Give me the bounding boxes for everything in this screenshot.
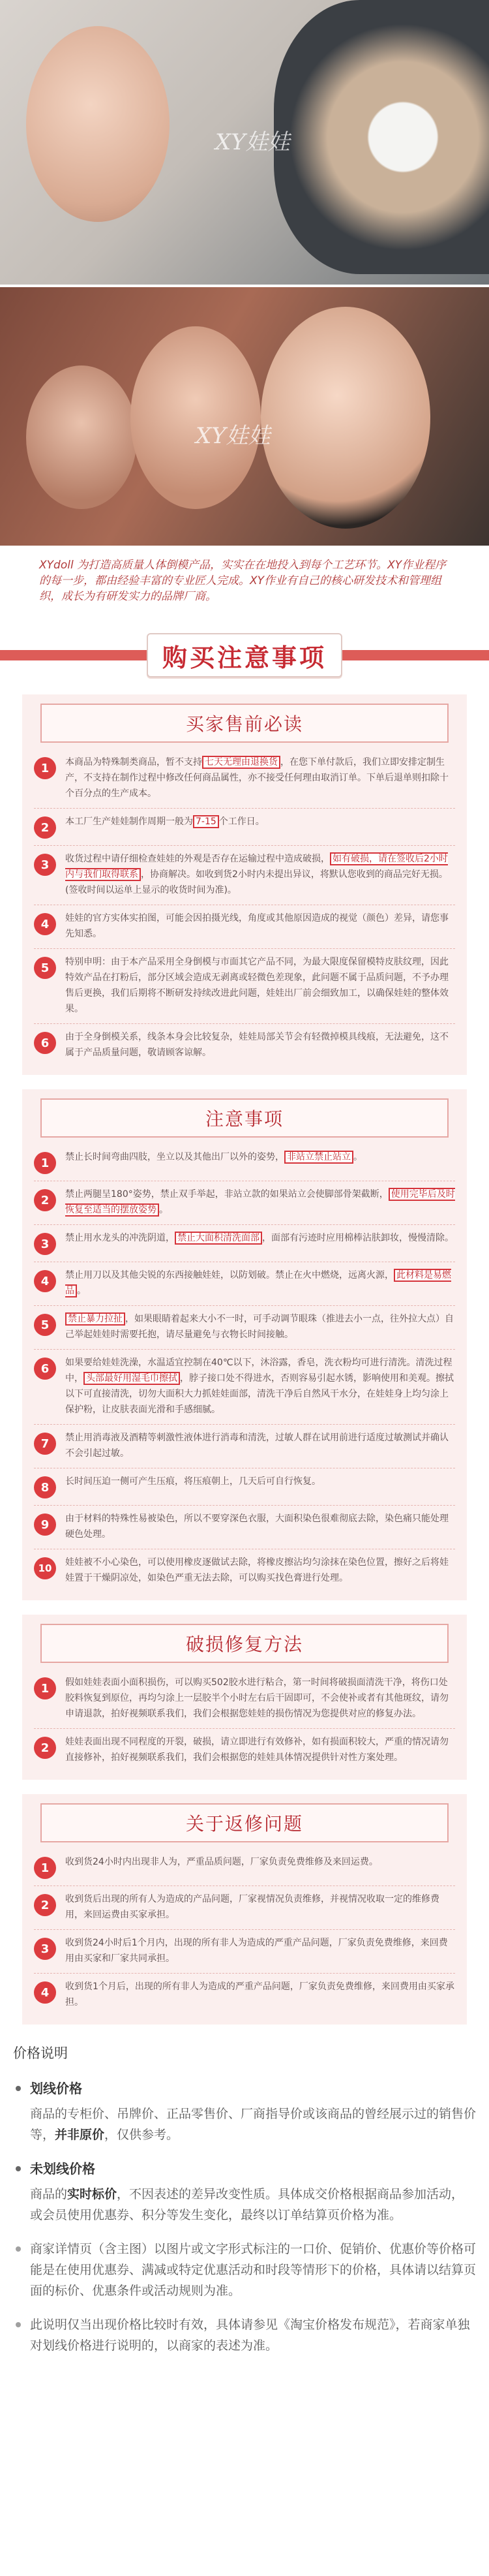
item-number: 2 [34,816,56,839]
item-text: 由于全身倒模关系，线条本身会比较复杂，娃娃局部关节会有轻微掉模具线痕，无法避免，这不属于产品质量问题，敬请顾客谅解。 [65,1032,449,1058]
item-text: 收到货1个月后，出现的所有非人为造成的严重产品问题，厂家负责免费维修，来回费用由买家承担。 [65,1981,454,2008]
item-text: 收到货24小时内出现非人为，严重品质问题，厂家负责免费维修及来回运费。 [65,1857,378,1867]
section-header [40,704,449,743]
highlight: 禁止大面积清洗面部 [175,1232,262,1245]
notice-item [34,1262,455,1306]
workshop-photo-heads [0,287,489,548]
price-item-heading: 划线价格 [30,2081,82,2096]
item-text: 收到货后出现的所有人为造成的产品问题，厂家视情况负责维修，并视情况收取一定的维修费用，来回运费由买家承担。 [65,1894,439,1920]
item-number: 8 [34,1476,56,1498]
item-text: 由于材料的特殊性易被染色，所以不要穿深色衣服，大面积染色很难彻底去除，染色痛只能处理硬色处理。 [65,1513,449,1540]
highlight: 使用完毕后及时恢复至适当的摆放姿势 [65,1189,455,1215]
banner-title: 购买注意事项 [162,643,327,672]
section-header [40,1624,449,1663]
notice-item [34,1669,455,1729]
price-item [13,2239,476,2301]
notice-item [34,1306,455,1350]
doll-head-image [26,26,170,222]
item-number: 4 [34,1270,56,1292]
notice-item [34,749,455,809]
notice-item [34,1506,455,1549]
item-number: 1 [34,1857,56,1879]
price-item-heading: 未划线价格 [30,2161,95,2177]
doll-head-image [261,307,430,529]
item-number: 1 [34,1152,56,1174]
notice-banner [0,616,489,694]
watermark: XY娃娃 [196,423,271,449]
item-number: 1 [34,1677,56,1699]
item-text: 假如娃娃表面小面积损伤，可以购买502胶水进行粘合，第一时间将破损面清洗干净，将伤口处胶料恢复到原位，再均匀涂上一层胶半个小时左右后干固即可，不会使补或者有其他斑纹，请勿申请退款，拍好视频联系我们，我们会根据您娃娃的损伤情况为您提供对应的修复办法。 [65,1677,449,1719]
highlight: 此材料是易燃品 [65,1270,451,1296]
highlight: 禁止暴力拉扯 [65,1312,125,1326]
notice-item [34,1144,455,1181]
section-return-repair [22,1794,467,2025]
item-text: 收货过程中请仔细检查娃娃的外观是否存在运输过程中造成破损， 如有破损，请在签收后2小时内与我们取得联系 ，协商解决。如收到货2小时内未提出异议，将默认您收到的商品完好无损。(签收时间以运单上显示的收货时间为准)。 [65,854,448,895]
notice-item [34,1549,455,1592]
item-number: 9 [34,1513,56,1536]
item-number: 2 [34,1737,56,1759]
item-number: 5 [34,957,56,979]
price-title: 价格说明 [13,2045,68,2061]
item-number: 5 [34,1314,56,1336]
item-number: 3 [34,1938,56,1960]
section-precautions [22,1089,467,1600]
highlight: 七天无理由退换货 [202,756,280,769]
notice-item [34,1930,455,1974]
notice-item [34,1024,455,1067]
item-text: 禁止用消毒液及酒精等刺激性液体进行消毒和清洗，过敏人群在试用前进行适度过敏测试并确认不会引起过敏。 [65,1433,449,1459]
highlight: 如有破损，请在签收后2小时内与我们取得联系 [65,854,448,880]
bullet-icon [16,2166,21,2171]
item-text: 如果要给娃娃洗澡，水温适宜控制在40℃以下，沐浴露，香皂，洗衣粉均可进行清洗。清洗过程中， 头部最好用湿毛巾擦拭 ，脖子接口处不得进水，否则容易引起水锈，影响使用和美观。擦拭以下可直接清洗，切勿大面积大力抓娃娃面部，清洗干净后自然风干水分，在娃娃身上均匀涂上保护粉，让皮肤表面光滑和手感细腻。 [65,1358,454,1415]
item-number: 1 [34,757,56,779]
item-text: 娃娃的官方实体实拍图，可能会因拍摄光线，角度或其他原因造成的视觉（颜色）差异，请您事先知悉。 [65,913,449,939]
notice-item [34,949,455,1024]
price-item-text: 商品的专柜价、吊牌价、正品零售价、厂商指导价或该商品的曾经展示过的销售价等，并非原价，仅供参考。 [30,2107,477,2142]
banner-plaque [147,633,342,677]
price-item [13,2314,476,2356]
item-text: 收到货24小时后1个月内，出现的所有非人为造成的严重产品问题，厂家负责免费维修，来回费用由买家和厂家共同承担。 [65,1938,448,1964]
workshop-photo-painting [0,0,489,287]
item-number: 3 [34,854,56,876]
notice-item [34,809,455,846]
item-text: 禁止长时间弯曲四肢，坐立以及其他出厂以外的姿势， 非站立禁止站立 。 [65,1152,363,1162]
item-text: 特别申明：由于本产品采用全身倒模与市面其它产品不同，为最大限度保留模特皮肤纹理，因此特效产品在打粉后，部分区域会造成无剥离或轻微色差现象，此问题不属于品质问题，不予办理售后更换，我们后期将不断研发持续改进此问题，娃娃出厂前会细致加工，以确保娃娃的整体效果。 [65,957,449,1014]
watermark: XY娃娃 [215,129,290,155]
notice-item [34,1350,455,1425]
item-number: 4 [34,913,56,935]
item-text: 禁止用刀以及其他尖锐的东西接触娃娃，以防划破。禁止在火中燃烧，远离火源， 此材料是易燃品 。 [65,1270,451,1296]
highlight: 头部最好用湿毛巾擦拭 [83,1372,180,1385]
bullet-icon [16,2086,21,2091]
section-title: 注意事项 [205,1108,284,1130]
item-text: 禁止暴力拉扯 ，如果眼睛着起来大小不一时，可手动调节眼珠（推进去小一点，往外拉大点）自己举起娃娃时需要托抱，请尽量避免与衣物长时间接触。 [65,1314,454,1340]
notice-item [34,1974,455,2017]
section-presale [22,694,467,1075]
section-title: 关于返修问题 [185,1813,303,1835]
item-text: 娃娃表面出现不同程度的开裂，破损，请立即进行有效修补，如有损面积较大，严重的情况请勿直接修补，拍好视频联系我们，我们会根据您的娃娃具体情况提供针对性方案处理。 [65,1737,449,1763]
item-text: 本工厂生产娃娃制作周期一般为 7-15 个工作日。 [65,816,265,827]
section-repair [22,1615,467,1780]
price-item [13,2078,476,2145]
ribbon-right [342,650,489,660]
item-number: 3 [34,1233,56,1255]
item-number: 10 [34,1557,56,1579]
notice-item [34,1849,455,1886]
doll-head-image [26,365,137,509]
item-text: 本商品为特殊制类商品，暂不支持 七天无理由退换货 ，在您下单付款后，我们立即安排定制生产，不支持在制作过程中修改任何商品属性，亦不接受任何理由取消订单。下单后退单则扣除十个百分点的生产成本。 [65,757,449,799]
worker-image [274,0,489,274]
notice-item [34,1729,455,1772]
price-item-text: 此说明仅当出现价格比较时有效，具体请参见《淘宝价格发布规范》，若商家单独对划线价格进行说明的，以商家的表述为准。 [30,2318,470,2353]
item-number: 6 [34,1358,56,1380]
section-header [40,1803,449,1842]
price-explanation [0,2025,489,2356]
notice-item [34,1468,455,1506]
item-number: 4 [34,1981,56,2004]
bullet-icon [16,2246,21,2252]
item-number: 2 [34,1894,56,1916]
notice-item [34,1886,455,1930]
item-number: 2 [34,1189,56,1211]
item-number: 6 [34,1032,56,1054]
notice-item [34,846,455,905]
photo-caption: XYdoll 为打造高质量人体倒模产品，实实在在地投入到每个工艺环节。XY作业程序的每一步，都由经验丰富的专业匠人完成。XY作业有自己的核心研发技术和管理组织，成长为有研发实力的品牌厂商。 [0,548,489,616]
section-title: 买家售前必读 [185,713,303,735]
notice-item [34,1225,455,1262]
notice-item [34,1181,455,1225]
price-item [13,2158,476,2226]
item-text: 禁止两腿呈180°姿势，禁止双手举起，非站立款的如果站立会使脚部骨架截断， 使用完毕后及时恢复至适当的摆放姿势 。 [65,1189,455,1215]
section-header [40,1098,449,1138]
bullet-icon [16,2322,21,2327]
price-item-text: 商家详情页（含主图）以图片或文字形式标注的一口价、促销价、优惠价等价格可能是在使用优惠券、满减或特定优惠活动和时段等情形下的价格，具体请以结算页面的标价、优惠条件或活动规则为准。 [30,2242,477,2298]
item-text: 娃娃被不小心染色，可以使用橡皮逐做试去除，将橡皮擦沾均匀涂抹在染色位置，擦好之后将娃娃置于干燥阴凉处，如染色严重无法去除，可以购买找色膏进行处理。 [65,1557,449,1583]
notice-item [34,1425,455,1468]
ribbon-left [0,650,147,660]
highlight: 非站立禁止站立 [284,1151,353,1164]
item-text: 禁止用水龙头的冲洗阴道， 禁止大面积清洗面部 ，面部有污迹时应用棉棒沾肤卸妆，慢慢清除。 [65,1233,454,1243]
item-number: 7 [34,1433,56,1455]
item-text: 长时间压迫一侧可产生压痕，将压痕朝上，几天后可自行恢复。 [65,1476,321,1487]
price-item-text: 商品的实时标价，不因表述的差异改变性质。具体成交价格根据商品参加活动，或会员使用优惠券、积分等发生变化，最终以订单结算页价格为准。 [30,2187,464,2222]
section-title: 破损修复方法 [185,1634,303,1655]
notice-item [34,905,455,949]
highlight: 7-15 [193,815,219,828]
